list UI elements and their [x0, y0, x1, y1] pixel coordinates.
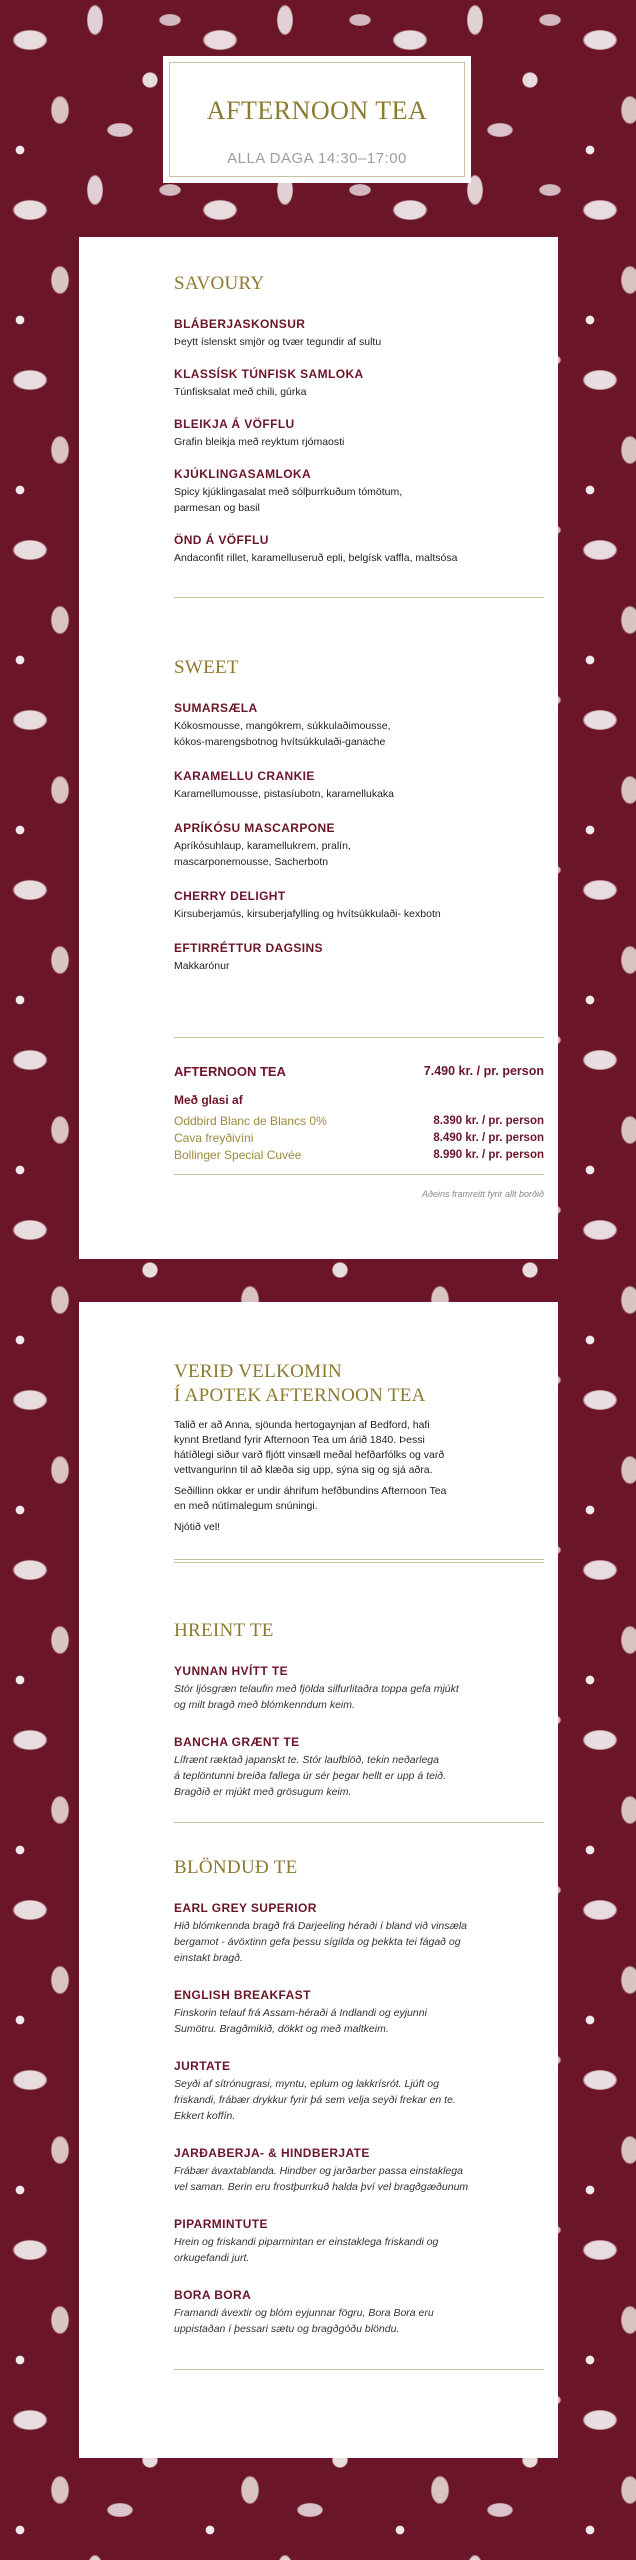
double-divider	[174, 1559, 544, 1563]
welcome-line: Talið er að Anna, sjöunda hertogaynjan af Bedford, hafi	[174, 1419, 430, 1431]
menu-item-description: orkugefandi jurt.	[174, 2252, 250, 2264]
sweet-section	[174, 657, 544, 993]
glass-price: 8.490 kr. / pr. person	[433, 1132, 544, 1144]
menu-item-description: Finskorin telauf frá Assam-héraði á Indlandi og eyjunni	[174, 2007, 427, 2019]
menu-item-description: uppistaðan í þessari sætu og bragðgóðu blöndu.	[174, 2323, 400, 2335]
menu-item-description: á teplöntunni breiða fallega úr sér þegar hellt er upp á teið.	[174, 1770, 447, 1782]
welcome-line: en með nútímalegum snúningi.	[174, 1500, 318, 1512]
menu-item-description: Hið blómkennda bragð frá Darjeeling héraði í bland við vinsæla	[174, 1920, 468, 1932]
menu-item	[174, 769, 544, 802]
menu-item-name: JARÐABERJA- & HINDBERJATE	[174, 2146, 370, 2160]
pricing-section	[174, 1037, 544, 1199]
menu-item-description: vel saman. Berin eru frostþurrkuð halda því vel bragðgæðunum	[174, 2181, 469, 2193]
glass-name: Cava freyðivíni	[174, 1131, 254, 1145]
menu-item-name: ENGLISH BREAKFAST	[174, 1988, 311, 2002]
menu-item-name: PIPARMINTUTE	[174, 2217, 268, 2231]
menu-item	[174, 1988, 544, 2037]
menu-item	[174, 2288, 544, 2337]
menu-item	[174, 701, 544, 750]
menu-item	[174, 1735, 544, 1800]
menu-item-name: KARAMELLU CRANKIE	[174, 769, 315, 783]
welcome-line: vettvangurinn til að klæða sig upp, sýna sig og sjá aðra.	[174, 1464, 433, 1476]
menu-item-name: KLASSÍSK TÚNFISK SAMLOKA	[174, 367, 364, 381]
glass-title: Með glasi af	[174, 1093, 243, 1107]
menu-item	[174, 2059, 544, 2124]
menu-panel-tea	[79, 1302, 558, 2458]
glass-price: 8.390 kr. / pr. person	[433, 1115, 544, 1127]
blended-tea-section	[174, 1857, 544, 2370]
menu-item	[174, 317, 544, 350]
menu-item-description: Túnfisksalat með chili, gúrka	[174, 386, 307, 398]
menu-item	[174, 1901, 544, 1966]
welcome-paragraph	[174, 1484, 544, 1514]
menu-item-name: BLEIKJA Á VÖFFLU	[174, 417, 295, 431]
menu-item-description: Ekkert koffín.	[174, 2110, 236, 2122]
title-card	[163, 56, 471, 183]
menu-item-description: Makkarónur	[174, 960, 230, 972]
menu-item-name: EFTIRRÉTTUR DAGSINS	[174, 941, 323, 955]
menu-item-name: BLÁBERJASKONSUR	[174, 317, 306, 331]
menu-item	[174, 367, 544, 400]
menu-item-name: BANCHA GRÆNT TE	[174, 1735, 300, 1749]
welcome-title-line1: VERIÐ VELKOMIN	[174, 1361, 342, 1382]
glass-price-row	[174, 1147, 544, 1164]
divider	[174, 1822, 544, 1823]
note: Aðeins framreitt fyrir allt borðið	[421, 1189, 544, 1199]
menu-item-description: Grafin bleikja með reyktum rjómaosti	[174, 436, 345, 448]
menu-item-description: einstakt bragð.	[174, 1952, 243, 1964]
menu-hours: ALLA DAGA 14:30–17:00	[227, 150, 407, 167]
glass-name: Oddbird Blanc de Blancs 0%	[174, 1114, 327, 1128]
menu-item-description: Bragðið er mjúkt með grösugum keim.	[174, 1786, 352, 1798]
welcome-line: Seðillinn okkar er undir áhrifum hefðbundins Afternoon Tea	[174, 1485, 447, 1497]
divider	[174, 597, 544, 598]
glass-name: Bollinger Special Cuvée	[174, 1148, 302, 1162]
menu-item-name: CHERRY DELIGHT	[174, 889, 286, 903]
blended-tea-title: BLÖNDUÐ TE	[174, 1857, 298, 1878]
menu-item	[174, 941, 544, 974]
pure-tea-title: HREINT TE	[174, 1620, 274, 1641]
menu-item-name: KJÚKLINGASAMLOKA	[174, 467, 312, 481]
menu-item-name: APRÍKÓSU MASCARPONE	[174, 821, 335, 835]
menu-item-description: Seyði af sítrónugrasi, myntu, eplum og lakkrísrót. Ljúft og	[174, 2078, 439, 2090]
divider	[174, 2369, 544, 2370]
welcome-line: hátíðlegi siður varð fljótt vinsæll meðal hefðarfólks og varð	[174, 1449, 445, 1461]
menu-item-description: Sumötru. Bragðmikið, dökkt og með maltkeim.	[174, 2023, 389, 2035]
menu-item-description: og milt bragð með blómkenndum keim.	[174, 1699, 355, 1711]
menu-item-description: Stór ljósgræn telaufin með fjölda silfurlitaðra toppa gefa mjúkt	[174, 1683, 459, 1695]
menu-item-description: Kirsuberjamús, kirsuberjafylling og hvítsúkkulaði- kexbotn	[174, 908, 441, 920]
pure-tea-section	[174, 1620, 544, 1823]
menu-item-description: friskandi, frábær drykkur fyrir þá sem velja seyði frekar en te.	[174, 2094, 456, 2106]
menu-item	[174, 2146, 544, 2195]
menu-item-description: Frábær ávaxtablanda. Hindber og jarðarber passa einstaklega	[174, 2165, 463, 2177]
menu-panel-food	[79, 237, 558, 1259]
menu-item-name: ÖND Á VÖFFLU	[174, 533, 269, 547]
divider	[174, 1174, 544, 1175]
menu-item-description: parmesan og basil	[174, 502, 260, 514]
menu-item-description: Kókosmousse, mangókrem, súkkulaðimousse,	[174, 720, 391, 732]
welcome-line: kynnt Bretland fyrir Afternoon Tea um árið 1840. Þessi	[174, 1434, 425, 1446]
menu-item-description: bergamot - ávöxtinn gefa þessu sígilda og þekkta tei fágað og	[174, 1936, 461, 1948]
menu-item-description: kókos-marengsbotnog hvítsúkkulaði-ganache	[174, 736, 386, 748]
menu-title: AFTERNOON TEA	[206, 96, 428, 125]
menu-item-name: JURTATE	[174, 2059, 231, 2073]
welcome-section	[174, 1360, 544, 1563]
savoury-section	[174, 273, 544, 598]
menu-item-name: BORA BORA	[174, 2288, 252, 2302]
menu-item-description: Hrein og friskandi piparmintan er einstaklega friskandi og	[174, 2236, 439, 2248]
welcome-title-line2: Í APOTEK AFTERNOON TEA	[174, 1385, 426, 1406]
menu-item	[174, 2217, 544, 2266]
afternoon-tea-price-row	[174, 1064, 544, 1079]
menu-item	[174, 1664, 544, 1713]
welcome-paragraph	[174, 1418, 544, 1478]
afternoon-tea-label: AFTERNOON TEA	[174, 1064, 286, 1079]
menu-item	[174, 467, 544, 516]
menu-item-name: EARL GREY SUPERIOR	[174, 1901, 317, 1915]
menu-item-description: Apríkósuhlaup, karamellukrem, pralín,	[174, 840, 351, 852]
menu-item-description: Spicy kjúklingasalat með sólþurrkuðum tómötum,	[174, 486, 403, 498]
glass-price-row	[174, 1113, 544, 1130]
menu-item-description: mascarponemousse, Sacherbotn	[174, 856, 329, 868]
savoury-title: SAVOURY	[174, 273, 265, 294]
menu-item-name: YUNNAN HVÍTT TE	[174, 1664, 288, 1678]
menu-item	[174, 533, 544, 566]
menu-item	[174, 821, 544, 870]
glass-price: 8.990 kr. / pr. person	[433, 1149, 544, 1161]
menu-item	[174, 417, 544, 450]
menu-item	[174, 889, 544, 922]
menu-item-description: Þeytt íslenskt smjör og tvær tegundir af sultu	[174, 336, 382, 348]
sweet-title: SWEET	[174, 657, 239, 678]
welcome-closing: Njótið vel!	[174, 1521, 221, 1533]
glass-price-row	[174, 1130, 544, 1147]
menu-item-description: Andaconfit rillet, karamelluseruð epli, belgísk vaffla, maltsósa	[174, 552, 458, 564]
menu-item-description: Lífrænt ræktað japanskt te. Stór laufblöð, tekin neðarlega	[174, 1754, 439, 1766]
afternoon-tea-price: 7.490 kr. / pr. person	[423, 1064, 544, 1078]
menu-item-description: Framandi ávextir og blóm eyjunnar fögru, Bora Bora eru	[174, 2307, 434, 2319]
menu-item-description: Karamellumousse, pistasíubotn, karamellukaka	[174, 788, 395, 800]
menu-item-name: SUMARSÆLA	[174, 701, 258, 715]
